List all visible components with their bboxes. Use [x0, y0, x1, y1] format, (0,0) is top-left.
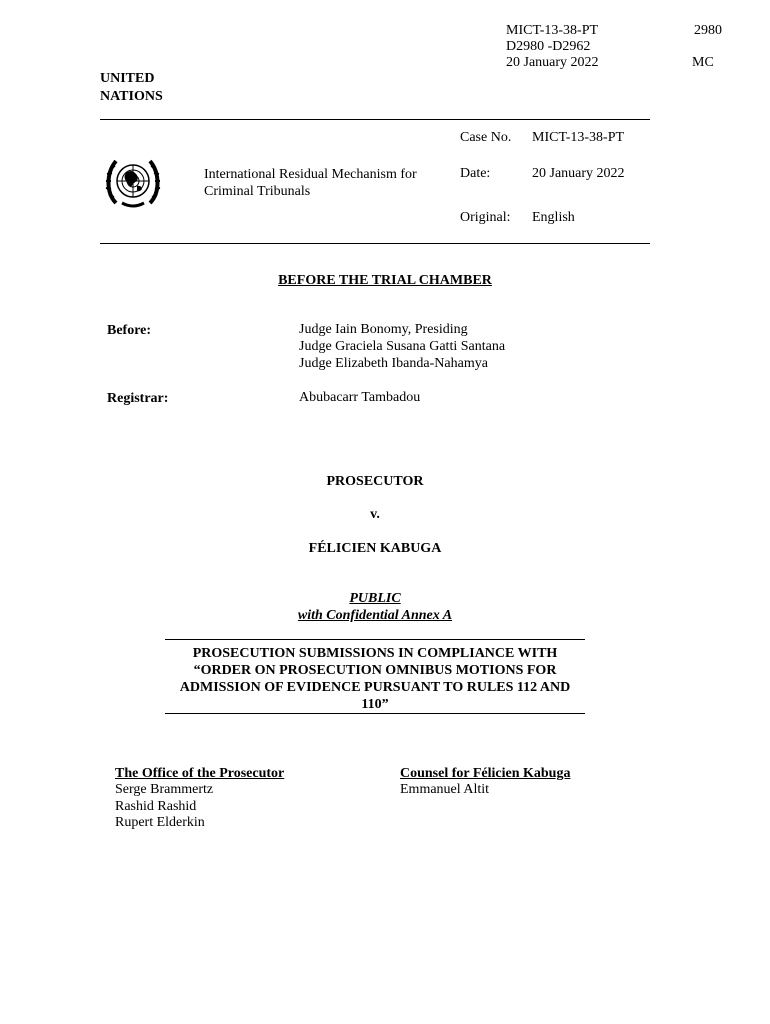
- title-top-rule: [165, 639, 585, 640]
- initials: MC: [692, 55, 714, 70]
- defence-counsel-member: Emmanuel Altit: [400, 782, 490, 797]
- date-label: Date:: [460, 166, 491, 181]
- classification-public: PUBLIC: [349, 591, 401, 606]
- defence-counsel-heading: Counsel for Félicien Kabuga: [400, 766, 571, 781]
- org-line-1: UNITED: [100, 71, 155, 86]
- before-label: Before:: [107, 323, 152, 338]
- filing-date: 20 January 2022: [506, 55, 599, 70]
- accused-name: FÉLICIEN KABUGA: [308, 541, 442, 556]
- prosecution-member: Rupert Elderkin: [115, 815, 205, 830]
- case-no-value: MICT-13-38-PT: [532, 130, 625, 145]
- judge-2: Judge Graciela Susana Gatti Santana: [299, 339, 506, 354]
- classification-annex: with Confidential Annex A: [297, 608, 453, 623]
- prosecution-member: Serge Brammertz: [115, 782, 214, 797]
- submission-title-line-1: PROSECUTION SUBMISSIONS IN COMPLIANCE WITH: [192, 646, 558, 661]
- prosecution-office-heading: The Office of the Prosecutor: [115, 766, 285, 781]
- org-line-2: NATIONS: [100, 89, 163, 104]
- registrar-name: Abubacarr Tambadou: [299, 390, 421, 405]
- chamber-title: BEFORE THE TRIAL CHAMBER: [278, 273, 492, 288]
- prosecution-member: Rashid Rashid: [115, 799, 197, 814]
- page-number: 2980: [694, 23, 722, 38]
- submission-title-line-2: “ORDER ON PROSECUTION OMNIBUS MOTIONS FOR: [193, 663, 557, 678]
- header-bottom-rule: [100, 243, 650, 244]
- judge-presiding: Judge Iain Bonomy, Presiding: [299, 322, 468, 337]
- versus: v.: [370, 507, 380, 522]
- submission-title-line-4: 110”: [361, 697, 389, 712]
- date-value: 20 January 2022: [532, 166, 625, 181]
- top-rule: [100, 119, 650, 120]
- institution-line-2: Criminal Tribunals: [204, 184, 311, 199]
- case-no-label: Case No.: [460, 130, 512, 145]
- submission-title-line-3: ADMISSION OF EVIDENCE PURSUANT TO RULES 112 AND: [179, 680, 571, 695]
- prosecutor-heading: PROSECUTOR: [326, 474, 424, 489]
- case-code: MICT-13-38-PT: [506, 23, 599, 38]
- title-bottom-rule: [165, 713, 585, 714]
- institution-line-1: International Residual Mechanism for: [204, 167, 417, 182]
- original-label: Original:: [460, 210, 511, 225]
- judge-3: Judge Elizabeth Ibanda-Nahamya: [299, 356, 488, 371]
- doc-range: D2980 -D2962: [506, 39, 591, 54]
- original-value: English: [532, 210, 575, 225]
- registrar-label: Registrar:: [107, 391, 169, 406]
- un-emblem-icon: [104, 153, 162, 211]
